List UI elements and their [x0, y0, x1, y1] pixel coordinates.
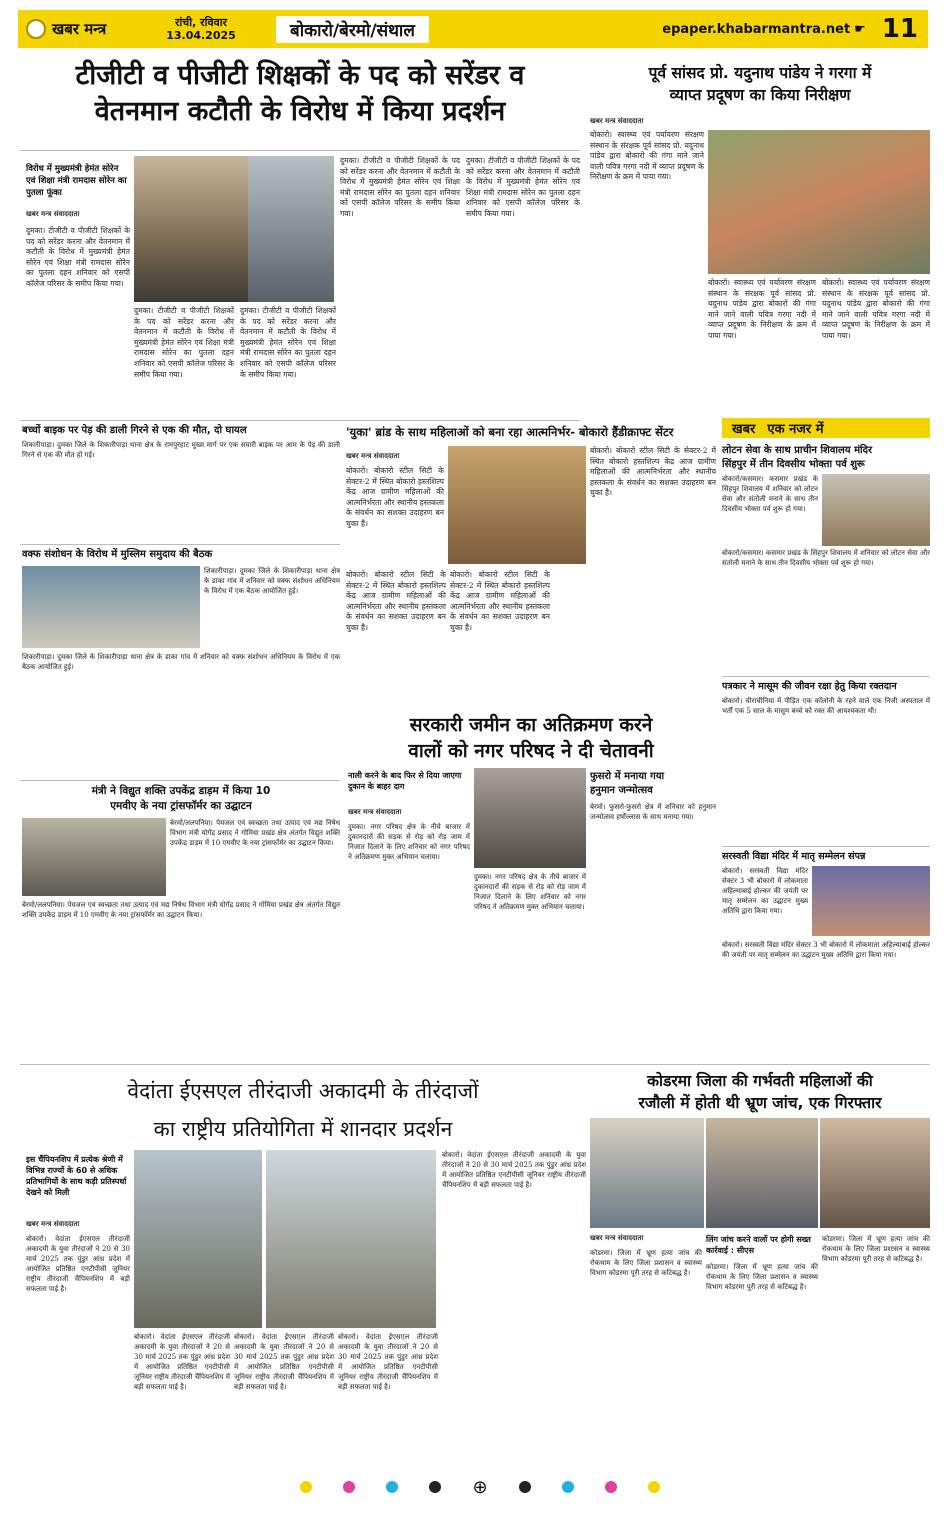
- story5-body-right: बेरमो/ललपनिया। पेयजल एवं स्वच्छता तथा उत्पाद एवं मद्य निषेध विभाग मंत्री योगेंद्र प्रसाद ने गोमिया प्रखंड क्षेत्र अंतर्गत विद्युत शक्ति उपकेंद्र डाड़म में 10 एमवीए के नया ट्रांसफॉर्मर का उद्घाटन किया।: [170, 819, 340, 847]
- story2-column-2: बोकारो। स्वास्थ्य एवं पर्यावरण संरक्षण संस्थान के संरक्षक पूर्व सांसद प्रो. यदुनाथ पांडेय द्वारा बोकारो की गंगा माने जाने वाली पवित्र गरगा नदी में व्याप्त प्रदूषण के निरीक्षण के क्रम में पाया गया।: [708, 278, 816, 340]
- story7-byline: खबर मन्त्र संवाददाता: [348, 808, 402, 816]
- story5-headline: [22, 784, 340, 814]
- story5-body: बेरमो/ललपनिया। पेयजल एवं स्वच्छता तथा उत्पाद एवं मद्य निषेध विभाग मंत्री योगेंद्र प्रसाद ने गोमिया प्रखंड क्षेत्र अंतर्गत विद्युत शक्ति उपकेंद्र डाड़म में 10 एमवीए के नया ट्रांसफॉर्मर का उद्घाटन किया।: [22, 901, 340, 919]
- story8-headline-line2: हनुमान जन्मोत्सव: [590, 785, 653, 796]
- story8-body: बेरमो। फुसरो-फुसरो क्षेत्र में शनिवार को हनुमान जन्मोत्सव हर्षोल्लास के साथ मनाया गया।: [590, 803, 716, 821]
- page-number: 11: [881, 14, 918, 44]
- story8-headline: [590, 770, 716, 798]
- sidebar-item1-body-left: बोकारो/कसमार। कसमार प्रखंड के सिंहपुर शिवालय में शनिवार को लोटन सेवा और संतोली मनाने के साथ तीन दिवसीय भोक्ता पर्व शुरू हो गया।: [722, 475, 818, 513]
- story7-headline: [346, 712, 716, 764]
- story1-headline: [20, 58, 580, 130]
- sidebar-item2-headline: पत्रकार ने मासूम की जीवन रक्षा हेतु किया रक्तदान: [722, 681, 897, 692]
- date: 13.04.2025: [166, 29, 236, 42]
- story2-headline-line1: पूर्व सांसद प्रो. यदुनाथ पांडेय ने गरगा में: [648, 64, 872, 82]
- story4-headline: वक्फ संशोधन के विरोध में मुस्लिम समुदाय की बैठक: [22, 549, 213, 560]
- divider: [722, 846, 930, 847]
- story9-caption: इस चैंपियनशिप में प्रत्येक श्रेणी में विभिन्न राज्यों के 60 से अधिक प्रतिभागियों के साथ कड़ी प्रतिस्पर्धा देखने को मिली: [26, 1155, 127, 1197]
- story9-photo-archer2: [266, 1150, 436, 1328]
- story3-body: शिकारीपाड़ा। दुमका जिले के शिकारीपाड़ा थाना क्षेत्र के रामपुरहाट मुख्य मार्ग पर एक सवारी बाइक पर आम के पेड़ की डाली गिरने से एक की मौत हो गई।: [22, 441, 340, 459]
- story6-column-3: बोकारो। बोकारो स्टील सिटी के सेक्टर-2 में स्थित बोकारो हस्तशिल्प केंद्र आज ग्रामीण महिलाओं की आत्मनिर्भरता और स्थानीय हस्तकला के संवर्धन का सशक्त उदाहरण बन चुका है।: [450, 570, 550, 632]
- story7-headline-line2: वालों को नगर परिषद ने दी चेतावनी: [408, 740, 654, 762]
- story5-headline-line2: एमवीए के नया ट्रांसफॉर्मर का उद्घाटन: [110, 800, 252, 812]
- divider: [722, 676, 930, 677]
- story2-headline-line2: व्याप्त प्रदूषण का किया निरीक्षण: [669, 86, 851, 104]
- story1-photo-protest: [248, 156, 334, 302]
- brand: [18, 19, 146, 39]
- registration-dot: [648, 1481, 660, 1493]
- story7-column-2: दुमका। नगर परिषद क्षेत्र के नीचे बाजार में दुकानदारों की सड़क से रोड़ को रोड़ जाम में निजात दिलाने के लिए शनिवार को नगर परिषद ने अतिक्रमण मुक्त अभियान चलाया।: [474, 873, 586, 911]
- story9-column-4: बोकारो। वेदांता ईएसएल तीरंदाजी अकादमी के युवा तीरंदाजों ने 20 से 30 मार्च 2025 तक पुंडुर आंध्र प्रदेश में आयोजित प्रतिष्ठित एनटीपीसी जूनियर राष्ट्रीय तीरंदाजी चैंपियनशिप में बड़ी सफलता पाई है।: [338, 1333, 438, 1391]
- dateline: [146, 16, 256, 42]
- story10-photo-hospital: [590, 1118, 704, 1228]
- story10-column-2: कोडरमा। जिला में भ्रूण हत्या जांच की रोकथाम के लिए जिला प्रशासन व स्वास्थ्य विभाग कोडरमा पूरी तरह से कटिबद्ध है।: [706, 1263, 818, 1291]
- story9-headline-line2: का राष्ट्रीय प्रतियोगिता में शानदार प्रदर्शन: [153, 1117, 453, 1141]
- registration-dot: [300, 1481, 312, 1493]
- story10-byline: खबर मन्त्र संवाददाता: [590, 1234, 644, 1242]
- story1-column-3: दुमका। टीजीटी व पीजीटी शिक्षकों के पद को सरेंडर करना और वेतनमान में कटौती के विरोध में मुख्यमंत्री हेमंत सोरेन एवं शिक्षा मंत्री रामदास सोरेन का पुतला दहन शनिवार को एसपी कॉलेज परिसर के समीप किया गया।: [240, 306, 336, 379]
- story6-column-2: बोकारो। बोकारो स्टील सिटी के सेक्टर-2 में स्थित बोकारो हस्तशिल्प केंद्र आज ग्रामीण महिलाओं की आत्मनिर्भरता और स्थानीय हस्तकला के संवर्धन का सशक्त उदाहरण बन चुका है।: [346, 570, 446, 632]
- story6-headline: 'युका' ब्रांड के साथ महिलाओं को बना रहा आत्मनिर्भर- बोकारो हैंडीक्राफ्ट सेंटर: [346, 425, 674, 439]
- story6-body: बोकारो। बोकारो स्टील सिटी के सेक्टर-2 में स्थित बोकारो हस्तशिल्प केंद्र आज ग्रामीण महिलाओं की आत्मनिर्भरता और स्थानीय हस्तकला के संवर्धन का सशक्त उदाहरण बन चुका है।: [346, 466, 444, 528]
- sidebar-item1-photo: [822, 474, 930, 546]
- story8-headline-line1: फुसरो में मनाया गया: [590, 771, 665, 782]
- story10-caption: लिंग जांच करने वालों पर होगी सख्त कार्रवाई : सीएस: [706, 1235, 811, 1255]
- story1-caption: विरोध में मुख्यमंत्री हेमंत सोरेन एवं शिक्षा मंत्री रामदास सोरेन का पुतला फूंका: [26, 164, 127, 198]
- story1-column-5: दुमका। टीजीटी व पीजीटी शिक्षकों के पद को सरेंडर करना और वेतनमान में कटौती के विरोध में मुख्यमंत्री हेमंत सोरेन एवं शिक्षा मंत्री रामदास सोरेन का पुतला दहन शनिवार को एसपी कॉलेज परिसर के समीप किया गया।: [466, 156, 580, 218]
- registration-dot: [429, 1481, 441, 1493]
- story10-column-3: कोडरमा। जिला में भ्रूण हत्या जांच की रोकथाम के लिए जिला प्रशासन व स्वास्थ्य विभाग कोडरमा पूरी तरह से कटिबद्ध है।: [822, 1235, 930, 1263]
- story6-byline: खबर मन्त्र संवाददाता: [346, 452, 400, 460]
- divider: [20, 544, 340, 545]
- section-title: बोकारो/बेरमो/संथाल: [276, 16, 429, 43]
- registration-dot: [605, 1481, 617, 1493]
- story7-caption: नाली करने के बाद फिर से दिया जाएगा दुकान के बाहर दाग: [348, 771, 462, 791]
- page-header: [18, 10, 928, 48]
- registration-dot: [562, 1481, 574, 1493]
- story10-headline-line2: रजौली में होती थी भ्रूण जांच, एक गिरफ्तार: [638, 1094, 882, 1112]
- story9-photo-archer1: [134, 1150, 262, 1328]
- registration-dot: [386, 1481, 398, 1493]
- divider: [20, 150, 580, 151]
- story7-body: दुमका। नगर परिषद क्षेत्र के नीचे बाजार में दुकानदारों की सड़क से रोड़ को रोड़ जाम में निजात दिलाने के लिए शनिवार को नगर परिषद ने अतिक्रमण मुक्त अभियान चलाया।: [348, 823, 470, 861]
- story9-column-2: बोकारो। वेदांता ईएसएल तीरंदाजी अकादमी के युवा तीरंदाजों ने 20 से 30 मार्च 2025 तक पुंडुर आंध्र प्रदेश में आयोजित प्रतिष्ठित एनटीपीसी जूनियर राष्ट्रीय तीरंदाजी चैंपियनशिप में बड़ी सफलता पाई है।: [134, 1333, 230, 1391]
- story3-headline: बच्चों बाइक पर पेड़ की डाली गिरने से एक की मौत, दो घायल: [22, 425, 247, 436]
- story2-photo: [708, 130, 930, 274]
- brand-name: खबर मन्त्र: [52, 20, 107, 38]
- sidebar-item2-body: बोकारो। चीराचीनिया में पीड़ित एक कॉलोनी के रहने वाले एक निजी अस्पताल में भर्ती एक 5 साल के मासूम बच्चे को रक्त की आवश्यकता थी।: [722, 697, 930, 715]
- divider: [20, 420, 580, 421]
- story9-column-5: बोकारो। वेदांता ईएसएल तीरंदाजी अकादमी के युवा तीरंदाजों ने 20 से 30 मार्च 2025 तक पुंडुर आंध्र प्रदेश में आयोजित प्रतिष्ठित एनटीपीसी जूनियर राष्ट्रीय तीरंदाजी चैंपियनशिप में बड़ी सफलता पाई है।: [442, 1151, 586, 1189]
- story1-body: दुमका। टीजीटी व पीजीटी शिक्षकों के पद को सरेंडर करना और वेतनमान में कटौती के विरोध में मुख्यमंत्री हेमंत सोरेन एवं शिक्षा मंत्री रामदास सोरेन का पुतला दहन शनिवार को एसपी कॉलेज परिसर के समीप किया गया।: [26, 226, 130, 288]
- story5-photo: [22, 818, 166, 896]
- story10-photo-arrest: [820, 1118, 930, 1228]
- story6-column-4: बोकारो। बोकारो स्टील सिटी के सेक्टर-2 में स्थित बोकारो हस्तशिल्प केंद्र आज ग्रामीण महिलाओं की आत्मनिर्भरता और स्थानीय हस्तकला के संवर्धन का सशक्त उदाहरण बन चुका है।: [590, 446, 716, 498]
- sidebar-tag-label: खबर: [732, 422, 756, 437]
- story7-photo: [474, 768, 586, 868]
- story4-photo: [22, 566, 200, 648]
- story9-body: बोकारो। वेदांता ईएसएल तीरंदाजी अकादमी के युवा तीरंदाजों ने 20 से 30 मार्च 2025 तक पुंडुर आंध्र प्रदेश में आयोजित प्रतिष्ठित एनटीपीसी जूनियर राष्ट्रीय तीरंदाजी चैंपियनशिप में बड़ी सफलता पाई है।: [26, 1235, 130, 1293]
- sidebar-item1-headline-line1: लोटन सेवा के साथ प्राचीन शिवालय मंदिर: [722, 445, 873, 456]
- story9-byline: खबर मन्त्र संवाददाता: [26, 1220, 80, 1228]
- sidebar-tag: [722, 418, 930, 438]
- story1-headline-line1: टीजीटी व पीजीटी शिक्षकों के पद को सरेंडर व: [75, 60, 525, 91]
- story9-column-3: बोकारो। वेदांता ईएसएल तीरंदाजी अकादमी के युवा तीरंदाजों ने 20 से 30 मार्च 2025 तक पुंडुर आंध्र प्रदेश में आयोजित प्रतिष्ठित एनटीपीसी जूनियर राष्ट्रीय तीरंदाजी चैंपियनशिप में बड़ी सफलता पाई है।: [234, 1333, 334, 1391]
- cursor-icon: ☛: [854, 21, 866, 37]
- divider: [20, 780, 340, 781]
- story2-headline: [590, 62, 930, 106]
- city: रांची, रविवार: [174, 16, 228, 29]
- story9-headline: [20, 1072, 586, 1148]
- story10-headline-line1: कोडरमा जिला की गर्भवती महिलाओं की: [647, 1072, 873, 1090]
- crosshair-icon: ⊕: [472, 1476, 488, 1498]
- story2-column-3: बोकारो। स्वास्थ्य एवं पर्यावरण संरक्षण संस्थान के संरक्षक पूर्व सांसद प्रो. यदुनाथ पांडेय द्वारा बोकारो की गंगा माने जाने वाली पवित्र गरगा नदी में व्याप्त प्रदूषण के निरीक्षण के क्रम में पाया गया।: [822, 278, 930, 340]
- sidebar-item1-headline-line2: सिंहपुर में तीन दिवसीय भोक्ता पर्व शुरू: [722, 459, 865, 470]
- story7-headline-line1: सरकारी जमीन का अतिक्रमण करने: [409, 714, 653, 736]
- story5-headline-line1: मंत्री ने विद्युत शक्ति उपकेंद्र डाड़म में किया 10: [91, 785, 271, 797]
- sidebar-item3-body-left: बोकारो। सरस्वती विद्या मंदिर सेक्टर 3 भी बोकारो में लोकमाता अहिल्याबाई होल्कर की जयंती पर मातृ सम्मेलन का उद्घाटन मुख्य अतिथि द्वारा किया गया।: [722, 867, 808, 915]
- print-registration-marks: [300, 1476, 660, 1498]
- sidebar-item3-body: बोकारो। सरस्वती विद्या मंदिर सेक्टर 3 भी बोकारो में लोकमाता अहिल्याबाई होल्कर की जयंती पर मातृ सम्मेलन का उद्घाटन मुख्य अतिथि द्वारा किया गया।: [722, 941, 930, 959]
- divider: [20, 1064, 930, 1065]
- story10-body: कोडरमा। जिला में भ्रूण हत्या जांच की रोकथाम के लिए जिला प्रशासन व स्वास्थ्य विभाग कोडरमा पूरी तरह से कटिबद्ध है।: [590, 1249, 702, 1277]
- story10-photo-raid: [706, 1118, 818, 1228]
- story10-headline: [590, 1070, 930, 1114]
- sidebar-item1-headline: [722, 444, 930, 472]
- sidebar-item3-headline: सरस्वती विद्या मंदिर में मातृ सम्मेलन संपन्न: [722, 851, 866, 862]
- sidebar-title: एक नजर में: [767, 422, 824, 437]
- sidebar-item1-body: बोकारो/कसमार। कसमार प्रखंड के सिंहपुर शिवालय में शनिवार को लोटन सेवा और संतोली मनाने के साथ तीन दिवसीय भोक्ता पर्व शुरू हो गया।: [722, 549, 930, 567]
- website[interactable]: [662, 22, 866, 37]
- story1-column-4: दुमका। टीजीटी व पीजीटी शिक्षकों के पद को सरेंडर करना और वेतनमान में कटौती के विरोध में मुख्यमंत्री हेमंत सोरेन एवं शिक्षा मंत्री रामदास सोरेन का पुतला दहन शनिवार को एसपी कॉलेज परिसर के समीप किया गया।: [340, 156, 460, 218]
- story2-byline: खबर मन्त्र संवाददाता: [590, 117, 644, 125]
- story4-body: शिकारीपाड़ा। दुमका जिले के शिकारीपाड़ा थाना क्षेत्र के डाका गांव में शनिवार को वक्फ संशोधन अधिनियम के विरोध में एक बैठक आयोजित हुई।: [22, 653, 340, 671]
- story2-body: बोकारो। स्वास्थ्य एवं पर्यावरण संरक्षण संस्थान के संरक्षक पूर्व सांसद प्रो. यदुनाथ पांडेय द्वारा बोकारो की गंगा माने जाने वाली पवित्र गरगा नदी में व्याप्त प्रदूषण के निरीक्षण के क्रम में पाया गया।: [590, 130, 704, 182]
- website-link[interactable]: epaper.khabarmantra.net: [662, 21, 851, 37]
- story4-body-right: शिकारीपाड़ा। दुमका जिले के शिकारीपाड़ा थाना क्षेत्र के डाका गांव में शनिवार को वक्फ संशोधन अधिनियम के विरोध में एक बैठक आयोजित हुई।: [204, 567, 340, 595]
- registration-dot: [343, 1481, 355, 1493]
- story1-column-2: दुमका। टीजीटी व पीजीटी शिक्षकों के पद को सरेंडर करना और वेतनमान में कटौती के विरोध में मुख्यमंत्री हेमंत सोरेन एवं शिक्षा मंत्री रामदास सोरेन का पुतला दहन शनिवार को एसपी कॉलेज परिसर के समीप किया गया।: [134, 306, 234, 379]
- story6-photo: [448, 446, 586, 564]
- story9-headline-line1: वेदांता ईएसएल तीरंदाजी अकादमी के तीरंदाजों: [127, 1079, 479, 1103]
- registration-dot: [519, 1481, 531, 1493]
- sidebar-item3-photo: [812, 866, 930, 936]
- brand-logo-icon: [26, 19, 46, 39]
- story1-byline: खबर मन्त्र संवाददाता: [26, 210, 80, 218]
- story1-headline-line2: वेतनमान कटौती के विरोध में किया प्रदर्शन: [94, 96, 506, 127]
